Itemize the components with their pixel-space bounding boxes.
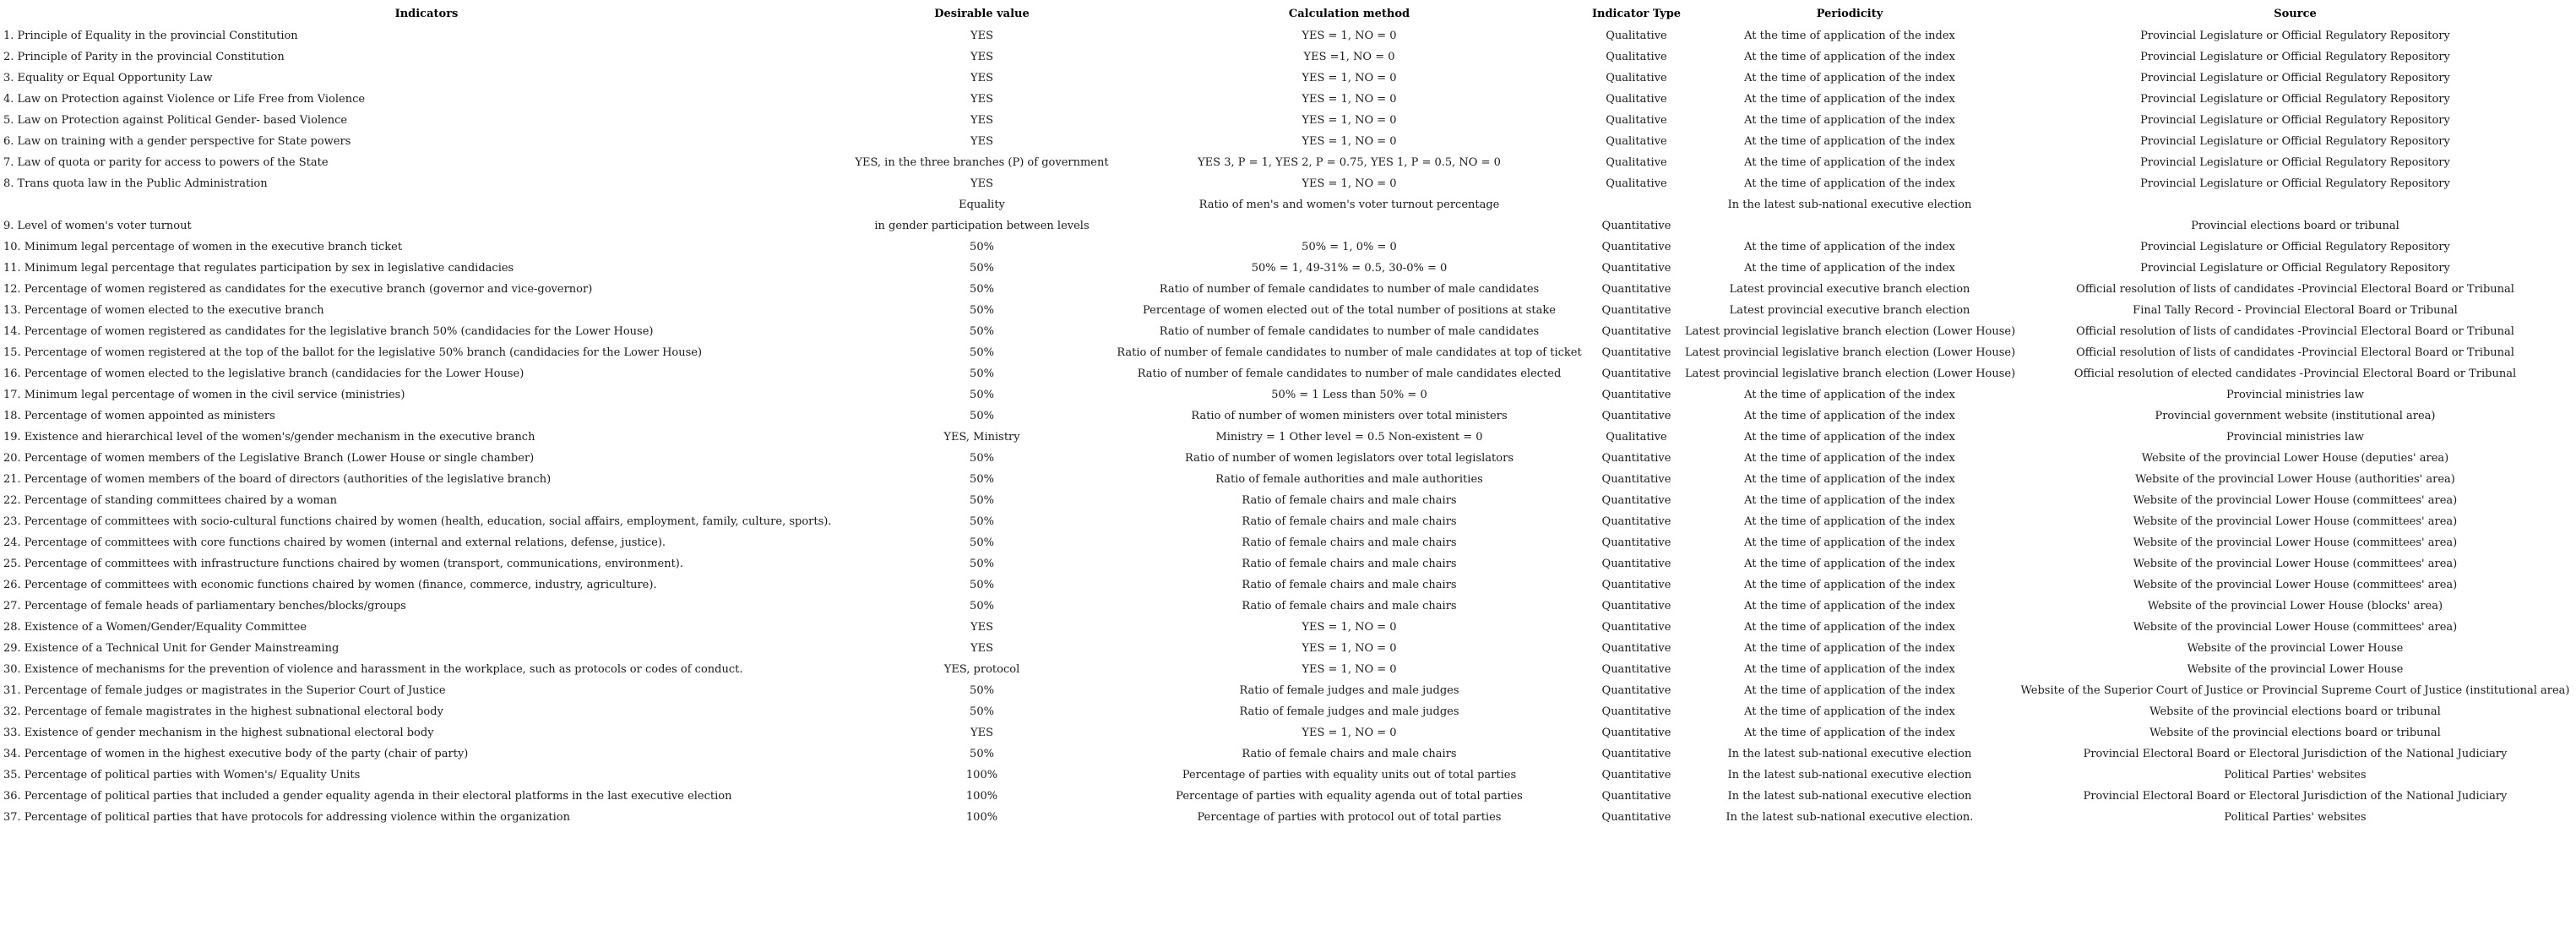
table-row [0,300,2576,321]
cell-source: Provincial Legislature or Official Regulatory Repository [2140,135,2450,148]
cell-periodicity: At the time of application of the index [1744,410,1955,422]
cell-desirable-value: YES, Ministry [943,431,1020,444]
cell-periodicity: At the time of application of the index [1744,262,1955,275]
cell-source: Website of the provincial Lower House (committees' area) [2133,621,2458,634]
cell-calculation-method: Percentage of parties with equality agenda out of total parties [1176,790,1523,803]
cell-periodicity: In the latest sub-national executive election [1727,748,1972,760]
cell-calculation-method: YES = 1, NO = 0 [1302,135,1397,148]
cell-periodicity: At the time of application of the index [1744,473,1955,486]
cell-calculation-method: YES = 1, NO = 0 [1302,621,1397,634]
cell-desirable-value: 50% [970,452,994,465]
cell-indicator-type: Quantitative [1601,769,1671,781]
cell-source: Provincial Electoral Board or Electoral Jurisdiction of the National Judiciary [2083,748,2508,760]
cell-desirable-value: 100% [965,769,998,781]
cell-indicator: 12. Percentage of women registered as candidates for the executive branch (governor and vice-governor) [3,283,593,296]
cell-periodicity: At the time of application of the index [1744,51,1955,63]
cell-indicator-type [1588,194,1685,215]
table-row [0,786,2576,807]
cell-indicator-type: Quantitative [1601,262,1671,275]
cell-indicator: 16. Percentage of women elected to the legislative branch (candidacies for the Lower House) [3,368,524,380]
cell-desirable-value: 50% [970,346,994,359]
cell-periodicity: At the time of application of the index [1744,642,1955,655]
cell-periodicity: At the time of application of the index [1744,558,1955,570]
cell-desirable-value: 50% [970,558,994,570]
cell-indicator-type: Quantitative [1601,705,1671,718]
table-row [0,722,2576,743]
cell-periodicity: In the latest sub-national executive election. [1725,811,1974,824]
cell-indicator-type: Qualitative [1606,93,1667,106]
cell-desirable-value: 50% [970,241,994,253]
cell-desirable-value: 50% [970,579,994,591]
table-row [0,237,2576,258]
table-row [0,68,2576,89]
cell-indicator: 5. Law on Protection against Political Gender- based Violence [3,114,348,127]
table-row [0,659,2576,680]
table-row [0,532,2576,553]
cell-source: Website of the provincial Lower House (blocks' area) [2147,600,2443,612]
cell-indicator: 28. Existence of a Women/Gender/Equality Committee [3,621,307,634]
cell-periodicity [1685,215,2014,237]
cell-calculation-method: YES = 1, NO = 0 [1302,72,1397,84]
cell-calculation-method: YES =1, NO = 0 [1303,51,1395,63]
cell-indicator: 26. Percentage of committees with economic functions chaired by women (finance, commerce, industry, agriculture). [3,579,657,591]
cell-indicator-type: Quantitative [1601,220,1671,232]
cell-indicator-type: Quantitative [1601,748,1671,760]
header-indicator-type: Indicator Type [1591,8,1682,20]
cell-desirable-value: YES [970,51,993,63]
header-desirable-value: Desirable value [934,8,1030,20]
header-source: Source [2274,8,2317,20]
cell-source: Website of the provincial Lower House (committees' area) [2133,579,2458,591]
cell-desirable-value: YES [970,177,993,190]
cell-source: Provincial Legislature or Official Regulatory Repository [2140,30,2450,42]
cell-desirable-value: YES [970,114,993,127]
header-periodicity: Periodicity [1816,8,1883,20]
table-row [0,511,2576,532]
cell-indicator-type: Quantitative [1601,558,1671,570]
cell-indicator: 6. Law on training with a gender perspective for State powers [3,135,351,148]
cell-desirable-value: 50% [970,748,994,760]
cell-indicator: 3. Equality or Equal Opportunity Law [3,72,213,84]
cell-indicator: 25. Percentage of committees with infrastructure functions chaired by women (transport, communications, environment). [3,558,683,570]
cell-indicator-type: Quantitative [1601,727,1671,739]
cell-calculation-method: YES = 1, NO = 0 [1302,30,1397,42]
cell-indicator-type: Quantitative [1601,389,1671,401]
table-row [0,617,2576,638]
cell-calculation-method [1111,215,1588,237]
cell-calculation-method: Ratio of number of female candidates to number of male candidates [1159,283,1540,296]
cell-desirable-value: YES [970,727,993,739]
cell-indicator-type: Quantitative [1601,241,1671,253]
cell-indicator: 37. Percentage of political parties that have protocols for addressing violence within the organization [3,811,570,824]
cell-desirable-value: 50% [970,325,994,338]
cell-periodicity: At the time of application of the index [1744,600,1955,612]
cell-calculation-method: Ratio of men's and women's voter turnout percentage [1198,199,1500,211]
cell-indicator-type: Quantitative [1601,536,1671,549]
cell-indicator: 19. Existence and hierarchical level of the women's/gender mechanism in the executive branch [3,431,535,444]
cell-indicator: 31. Percentage of female judges or magistrates in the Superior Court of Justice [3,684,446,697]
cell-indicator-type: Qualitative [1606,156,1667,169]
cell-calculation-method: Percentage of parties with equality units out of total parties [1182,769,1517,781]
cell-calculation-method: 50% = 1 Less than 50% = 0 [1271,389,1427,401]
cell-calculation-method: Ratio of female chairs and male chairs [1242,558,1457,570]
header-indicators: Indicators [394,8,459,20]
cell-desirable-value: 50% [970,368,994,380]
cell-calculation-method: 50% = 1, 49-31% = 0.5, 30-0% = 0 [1251,262,1448,275]
table-row [0,131,2576,152]
cell-source: Provincial Legislature or Official Regulatory Repository [2140,93,2450,106]
cell-periodicity: At the time of application of the index [1744,135,1955,148]
cell-desirable-value: 50% [970,304,994,317]
table-row [0,743,2576,765]
cell-periodicity: Latest provincial legislative branch election (Lower House) [1685,346,2016,359]
cell-periodicity: At the time of application of the index [1744,241,1955,253]
cell-source: Political Parties' websites [2224,769,2367,781]
cell-indicator: 27. Percentage of female heads of parliamentary benches/blocks/groups [3,600,406,612]
cell-periodicity: At the time of application of the index [1744,72,1955,84]
cell-source: Website of the provincial Lower House [2187,642,2404,655]
table-row [0,173,2576,194]
cell-calculation-method: YES = 1, NO = 0 [1302,642,1397,655]
cell-indicator: 2. Principle of Parity in the provincial Constitution [3,51,285,63]
cell-indicator-type: Quantitative [1601,473,1671,486]
cell-indicator-type: Quantitative [1601,621,1671,634]
cell-periodicity: Latest provincial executive branch election [1729,283,1970,296]
table-row [0,342,2576,363]
cell-calculation-method: YES = 1, NO = 0 [1302,177,1397,190]
cell-calculation-method: Ratio of female chairs and male chairs [1242,515,1457,528]
table-row [0,215,2576,237]
table-row [0,25,2576,46]
cell-desirable-value: YES, protocol [943,663,1020,676]
cell-source: Final Tally Record - Provincial Electoral Board or Tribunal [2133,304,2458,317]
cell-periodicity: At the time of application of the index [1744,452,1955,465]
cell-source: Official resolution of lists of candidates -Provincial Electoral Board or Tribunal [2076,346,2514,359]
table-row [0,638,2576,659]
cell-desirable-value: in gender participation between levels [874,220,1090,232]
cell-indicator: 24. Percentage of committees with core functions chaired by women (internal and external relations, defense, justice). [3,536,666,549]
cell-calculation-method: Percentage of parties with protocol out of total parties [1197,811,1502,824]
cell-source: Website of the provincial elections board or tribunal [2149,705,2441,718]
cell-calculation-method: Ratio of female judges and male judges [1239,705,1459,718]
cell-indicator: 8. Trans quota law in the Public Administration [3,177,268,190]
cell-desirable-value: 50% [970,410,994,422]
cell-indicator-type: Quantitative [1601,325,1671,338]
cell-indicator: 13. Percentage of women elected to the executive branch [3,304,324,317]
cell-indicator: 18. Percentage of women appointed as ministers [3,410,275,422]
cell-source: Website of the provincial Lower House (committees' area) [2133,536,2458,549]
cell-indicator: 1. Principle of Equality in the provincial Constitution [3,30,298,42]
cell-desirable-value: YES [970,93,993,106]
cell-periodicity: At the time of application of the index [1744,663,1955,676]
cell-indicator: 10. Minimum legal percentage of women in the executive branch ticket [3,241,403,253]
table-row [0,406,2576,427]
cell-indicator-type: Quantitative [1601,515,1671,528]
table-header-row [0,3,2576,24]
cell-periodicity: At the time of application of the index [1744,389,1955,401]
table-row [0,596,2576,617]
table-row [0,448,2576,469]
cell-periodicity: Latest provincial executive branch election [1729,304,1970,317]
cell-indicator: 22. Percentage of standing committees chaired by a woman [3,494,338,507]
cell-source: Provincial Electoral Board or Electoral Jurisdiction of the National Judiciary [2083,790,2508,803]
cell-source: Website of the Superior Court of Justice or Provincial Supreme Court of Justice (institutional area) [2020,684,2570,697]
cell-source: Provincial elections board or tribunal [2191,220,2399,232]
cell-source: Website of the provincial Lower House (authorities' area) [2135,473,2455,486]
cell-calculation-method: Ratio of female judges and male judges [1239,684,1459,697]
cell-calculation-method: Ratio of number of women legislators over total legislators [1185,452,1514,465]
cell-calculation-method: Ratio of female chairs and male chairs [1242,748,1457,760]
table-row [0,194,2576,215]
table-row [0,363,2576,384]
cell-source: Official resolution of elected candidates -Provincial Electoral Board or Tribunal [2073,368,2517,380]
cell-indicator-type: Quantitative [1601,790,1671,803]
cell-calculation-method: YES = 1, NO = 0 [1302,93,1397,106]
cell-source: Provincial Legislature or Official Regulatory Repository [2140,51,2450,63]
cell-indicator-type: Quantitative [1601,304,1671,317]
cell-desirable-value: YES [970,72,993,84]
cell-calculation-method: YES = 1, NO = 0 [1302,727,1397,739]
cell-calculation-method: Ratio of number of female candidates to number of male candidates at top of ticket [1117,346,1582,359]
cell-calculation-method: Ministry = 1 Other level = 0.5 Non-existent = 0 [1215,431,1483,444]
cell-desirable-value: Equality [959,199,1005,211]
cell-source: Provincial Legislature or Official Regulatory Repository [2140,72,2450,84]
cell-periodicity: At the time of application of the index [1744,579,1955,591]
cell-source: Provincial Legislature or Official Regulatory Repository [2140,241,2450,253]
cell-indicator: 11. Minimum legal percentage that regulates participation by sex in legislative candidacies [3,262,514,275]
cell-desirable-value: 50% [970,494,994,507]
table-row [0,680,2576,701]
cell-indicator: 14. Percentage of women registered as candidates for the legislative branch 50% (candidacies for the Lower House) [3,325,654,338]
cell-source: Official resolution of lists of candidates -Provincial Electoral Board or Tribunal [2076,283,2514,296]
cell-indicator: 4. Law on Protection against Violence or Life Free from Violence [3,93,366,106]
cell-indicator-type: Quantitative [1601,410,1671,422]
cell-indicator-type: Quantitative [1601,579,1671,591]
cell-indicator-type: Qualitative [1606,72,1667,84]
table-row [0,321,2576,342]
cell-indicator-type: Quantitative [1601,494,1671,507]
cell-source: Provincial Legislature or Official Regulatory Repository [2140,262,2450,275]
cell-indicator: 17. Minimum legal percentage of women in the civil service (ministries) [3,389,405,401]
cell-calculation-method: YES 3, P = 1, YES 2, P = 0.75, YES 1, P = 0.5, NO = 0 [1198,156,1501,169]
cell-indicator-type: Quantitative [1601,346,1671,359]
cell-source: Website of the provincial Lower House (deputies' area) [2141,452,2449,465]
cell-periodicity: Latest provincial legislative branch election (Lower House) [1685,368,2016,380]
table-row [0,258,2576,279]
cell-calculation-method: 50% = 1, 0% = 0 [1302,241,1397,253]
cell-source: Website of the provincial elections board or tribunal [2149,727,2441,739]
cell-source: Website of the provincial Lower House [2187,663,2404,676]
table-row [0,701,2576,722]
cell-source: Provincial ministries law [2226,389,2364,401]
cell-calculation-method: Ratio of female chairs and male chairs [1242,600,1457,612]
cell-periodicity: At the time of application of the index [1744,431,1955,444]
cell-desirable-value: 50% [970,389,994,401]
table-row [0,384,2576,406]
cell-calculation-method: Ratio of female chairs and male chairs [1242,579,1457,591]
cell-desirable-value: YES [970,135,993,148]
cell-source: Provincial Legislature or Official Regulatory Repository [2140,177,2450,190]
cell-desirable-value: 50% [970,515,994,528]
cell-source [2014,194,2576,215]
cell-indicator-type: Quantitative [1601,600,1671,612]
cell-indicator: 34. Percentage of women in the highest executive body of the party (chair of party) [3,748,469,760]
cell-source: Website of the provincial Lower House (committees' area) [2133,494,2458,507]
cell-indicator: 7. Law of quota or parity for access to powers of the State [3,156,329,169]
cell-calculation-method: Percentage of women elected out of the total number of positions at stake [1143,304,1556,317]
cell-indicator-type: Quantitative [1601,663,1671,676]
cell-indicator-type: Qualitative [1606,135,1667,148]
table-row [0,807,2576,828]
cell-periodicity: At the time of application of the index [1744,684,1955,697]
table-row [0,152,2576,173]
cell-source: Provincial government website (institutional area) [2155,410,2436,422]
cell-desirable-value: 50% [970,283,994,296]
cell-indicator: 30. Existence of mechanisms for the prevention of violence and harassment in the workplace, such as protocols or codes of conduct. [3,663,743,676]
cell-periodicity: At the time of application of the index [1744,156,1955,169]
cell-indicator: 33. Existence of gender mechanism in the highest subnational electoral body [3,727,434,739]
cell-desirable-value: 50% [970,536,994,549]
table-row [0,574,2576,596]
cell-indicator-type: Qualitative [1606,51,1667,63]
cell-calculation-method: Ratio of female chairs and male chairs [1242,536,1457,549]
table-row [0,279,2576,300]
cell-periodicity: Latest provincial legislative branch election (Lower House) [1685,325,2016,338]
cell-indicator-type: Quantitative [1601,368,1671,380]
cell-calculation-method: Ratio of number of female candidates to number of male candidates [1159,325,1540,338]
cell-periodicity: At the time of application of the index [1744,114,1955,127]
cell-indicator: 20. Percentage of women members of the Legislative Branch (Lower House or single chamber) [3,452,535,465]
cell-indicator-type: Quantitative [1601,283,1671,296]
cell-indicator-type: Qualitative [1606,177,1667,190]
cell-indicator: 36. Percentage of political parties that included a gender equality agenda in their electoral platforms in the last executive election [3,790,732,803]
cell-source: Provincial Legislature or Official Regulatory Repository [2140,114,2450,127]
cell-desirable-value: YES [970,30,993,42]
table-row [0,427,2576,448]
cell-indicator: 9. Level of women's voter turnout [3,220,192,232]
cell-periodicity: At the time of application of the index [1744,177,1955,190]
cell-periodicity: At the time of application of the index [1744,536,1955,549]
cell-desirable-value: YES [970,621,993,634]
cell-indicator: 29. Existence of a Technical Unit for Gender Mainstreaming [3,642,340,655]
cell-periodicity: In the latest sub-national executive election [1727,199,1972,211]
cell-desirable-value: YES [970,642,993,655]
cell-indicator: 15. Percentage of women registered at the top of the ballot for the legislative 50% branch (candidacies for the Lower House) [3,346,703,359]
cell-periodicity: At the time of application of the index [1744,30,1955,42]
cell-indicator-type: Quantitative [1601,684,1671,697]
cell-indicator-type: Quantitative [1601,811,1671,824]
cell-periodicity: At the time of application of the index [1744,494,1955,507]
table-row [0,553,2576,574]
cell-indicator-type: Qualitative [1606,114,1667,127]
table-row [0,490,2576,511]
cell-calculation-method: Ratio of number of women ministers over total ministers [1191,410,1508,422]
cell-desirable-value: 100% [965,811,998,824]
cell-desirable-value: 50% [970,684,994,697]
cell-periodicity: At the time of application of the index [1744,93,1955,106]
cell-desirable-value: 100% [965,790,998,803]
cell-calculation-method: Ratio of female chairs and male chairs [1242,494,1457,507]
cell-calculation-method: YES = 1, NO = 0 [1302,663,1397,676]
cell-calculation-method: YES = 1, NO = 0 [1302,114,1397,127]
cell-periodicity: At the time of application of the index [1744,621,1955,634]
table-row [0,89,2576,110]
cell-periodicity: In the latest sub-national executive election [1727,790,1972,803]
cell-periodicity: At the time of application of the index [1744,727,1955,739]
table-row [0,46,2576,68]
cell-source: Official resolution of lists of candidates -Provincial Electoral Board or Tribunal [2076,325,2514,338]
cell-desirable-value: YES, in the three branches (P) of government [855,156,1109,169]
cell-source: Website of the provincial Lower House (committees' area) [2133,558,2458,570]
cell-indicator-type: Quantitative [1601,452,1671,465]
cell-indicator-type: Qualitative [1606,431,1667,444]
table-row [0,765,2576,786]
cell-source: Provincial Legislature or Official Regulatory Repository [2140,156,2450,169]
cell-desirable-value: 50% [970,705,994,718]
cell-indicator: 32. Percentage of female magistrates in the highest subnational electoral body [3,705,443,718]
cell-indicator-type: Qualitative [1606,30,1667,42]
cell-desirable-value: 50% [970,262,994,275]
cell-indicator-type: Quantitative [1601,642,1671,655]
cell-calculation-method: Ratio of female authorities and male authorities [1215,473,1483,486]
cell-periodicity: At the time of application of the index [1744,705,1955,718]
cell-desirable-value: 50% [970,600,994,612]
cell-source: Political Parties' websites [2224,811,2367,824]
cell-periodicity: At the time of application of the index [1744,515,1955,528]
cell-calculation-method: Ratio of number of female candidates to number of male candidates elected [1137,368,1562,380]
cell-desirable-value: 50% [970,473,994,486]
cell-indicator: 23. Percentage of committees with socio-cultural functions chaired by women (health, education, social affairs, employment, family, culture, sports). [3,515,832,528]
cell-periodicity: In the latest sub-national executive election [1727,769,1972,781]
cell-indicator: 35. Percentage of political parties with Women's/ Equality Units [3,769,361,781]
cell-indicator [3,194,853,215]
cell-source: Provincial ministries law [2226,431,2364,444]
header-calculation-method: Calculation method [1288,8,1410,20]
cell-source: Website of the provincial Lower House (committees' area) [2133,515,2458,528]
cell-indicator: 21. Percentage of women members of the board of directors (authorities of the legislative branch) [3,473,552,486]
table-row [0,469,2576,490]
table-row [0,110,2576,131]
